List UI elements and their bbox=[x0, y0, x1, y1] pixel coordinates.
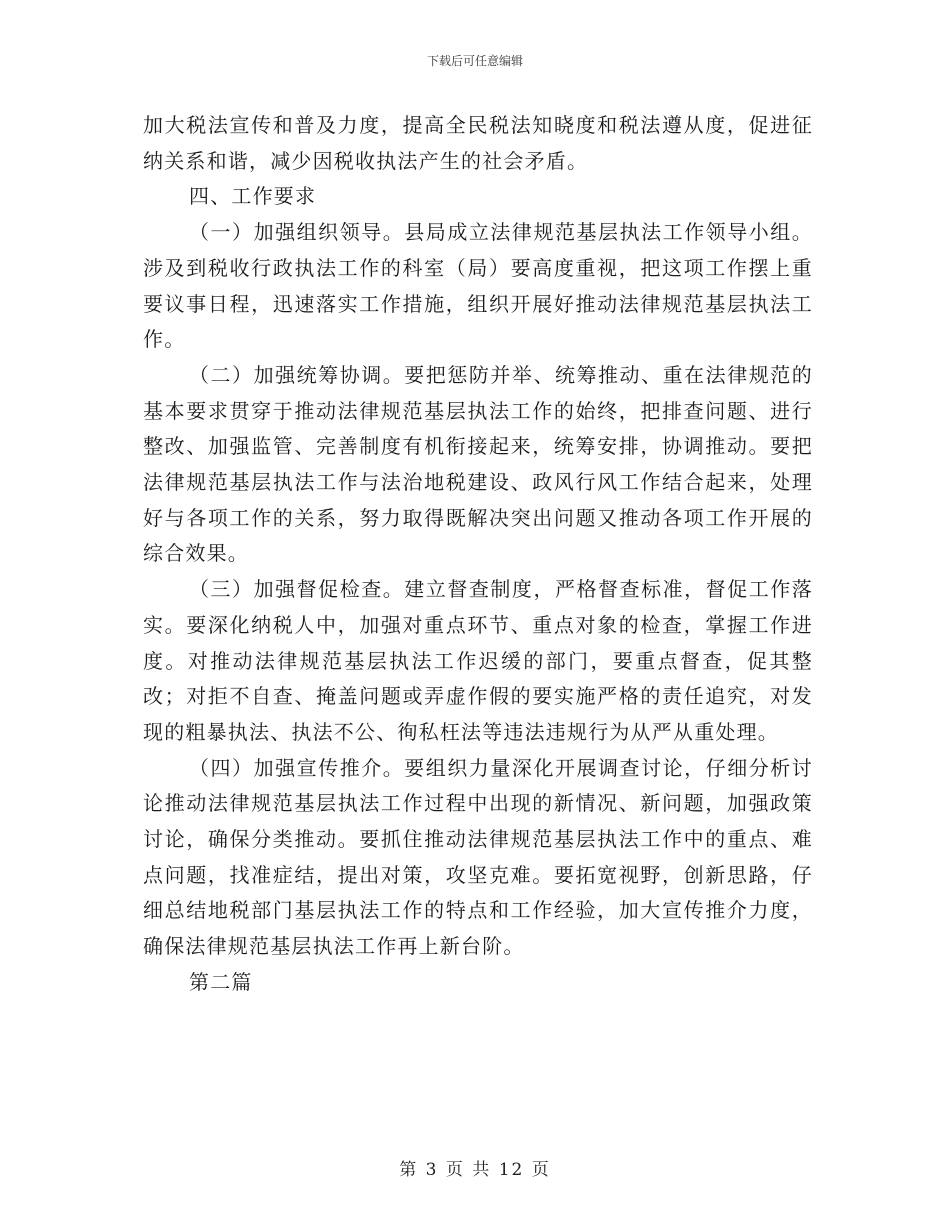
paragraph-requirement-3: （三）加强督促检查。建立督查制度，严格督查标准，督促工作落实。要深化纳税人中，加强对重点环节、重点对象的检查，掌握工作进度。对推动法律规范基层执法工作迟缓的部门，要重点督查，促其整改；对拒不自查、掩盖问题或弄虚作假的要实施严格的责任追究，对发现的粗暴执法、执法不公、徇私枉法等违法违规行为从严从重处理。 bbox=[143, 577, 813, 744]
section-heading-work-requirements: 四、工作要求 bbox=[189, 184, 317, 209]
paragraph-requirement-1: （一）加强组织领导。县局成立法律规范基层执法工作领导小组。涉及到税收行政执法工作的科室（局）要高度重视，把这项工作摆上重要议事日程，迅速落实工作措施，组织开展好推动法律规范基层执法工作。 bbox=[143, 220, 813, 352]
page-header-note: 下载后可任意编辑 bbox=[426, 54, 523, 68]
document-body bbox=[143, 108, 813, 1001]
paragraph-intro: 加大税法宣传和普及力度，提高全民税法知晓度和税法遵从度，促进征纳关系和谐，减少因税收执法产生的社会矛盾。 bbox=[143, 113, 813, 173]
paragraph-requirement-2: （二）加强统筹协调。要把惩防并举、统筹推动、重在法律规范的基本要求贯穿于推动法律规范基层执法工作的始终，把排查问题、进行整改、加强监管、完善制度有机衔接起来，统筹安排，协调推动。要把法律规范基层执法工作与法治地税建设、政风行风工作结合起来，处理好与各项工作的关系，努力取得既解决突出问题又推动各项工作开展的综合效果。 bbox=[143, 362, 813, 566]
section-heading-part-two: 第二篇 bbox=[189, 969, 253, 994]
paragraph-requirement-4: （四）加强宣传推介。要组织力量深化开展调查讨论，仔细分析讨论推动法律规范基层执法工作过程中出现的新情况、新问题，加强政策讨论，确保分类推动。要抓住推动法律规范基层执法工作中的重点、难点问题，找准症结，提出对策，攻坚克难。要拓宽视野，创新思路，仔细总结地税部门基层执法工作的特点和工作经验，加大宣传推介力度，确保法律规范基层执法工作再上新台阶。 bbox=[143, 755, 813, 959]
page-footer-number: 第 3 页 共 12 页 bbox=[399, 1160, 551, 1180]
